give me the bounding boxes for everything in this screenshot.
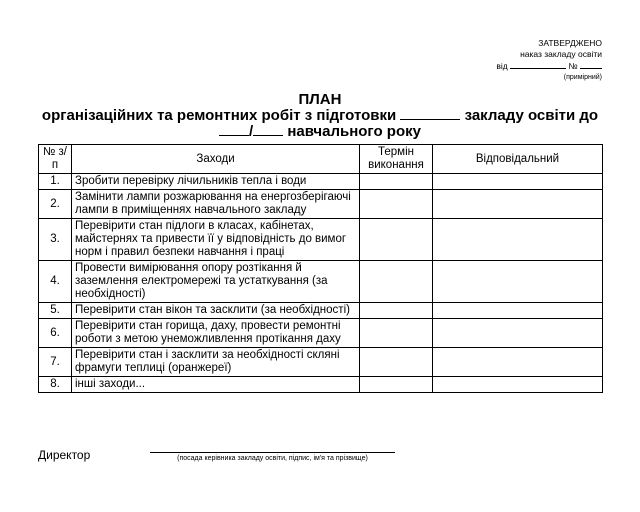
- row-activity: Перевірити стан і засклити за необхідності скляні фрамуги теплиці (оранжереї): [72, 348, 360, 377]
- row-term: [360, 303, 433, 319]
- row-term: [360, 348, 433, 377]
- copy-note: (примірний): [563, 74, 602, 81]
- row-responsible: [433, 319, 603, 348]
- approval-date-line: [496, 60, 602, 72]
- row-activity: Провести вимірювання опору розтікання й заземлення електромережі та устаткування (за необхідності): [72, 261, 360, 303]
- header-num: № з/п: [39, 145, 72, 174]
- table-row: [39, 261, 603, 303]
- row-activity: інші заходи...: [72, 377, 360, 393]
- approval-order: наказ закладу освіти: [520, 49, 602, 59]
- row-responsible: [433, 261, 603, 303]
- table-row: [39, 348, 603, 377]
- number-sign: №: [568, 61, 578, 71]
- row-term: [360, 190, 433, 219]
- row-num: 7.: [39, 348, 72, 377]
- date-blank: [510, 60, 566, 69]
- row-num: 8.: [39, 377, 72, 393]
- header-term: Термін виконання: [360, 145, 433, 174]
- signature-caption: (посада керівника закладу освіти, підпис, ім'я та прізвище): [150, 452, 395, 462]
- institution-blank: [400, 109, 460, 120]
- row-term: [360, 174, 433, 190]
- row-responsible: [433, 174, 603, 190]
- director-label: Директор: [38, 448, 91, 462]
- row-num: 1.: [39, 174, 72, 190]
- row-activity: Перевірити стан горища, даху, провести ремонтні роботи з метою унеможливлення протікання даху: [72, 319, 360, 348]
- year-end-blank: [253, 125, 283, 136]
- row-activity: Замінити лампи розжарювання на енергозберігаючі лампи в приміщеннях навчального закладу: [72, 190, 360, 219]
- approval-block: [496, 38, 602, 83]
- row-responsible: [433, 219, 603, 261]
- table-header-row: [39, 145, 603, 174]
- title-line2: [0, 108, 640, 124]
- row-num: 2.: [39, 190, 72, 219]
- table-row: [39, 174, 603, 190]
- row-num: 5.: [39, 303, 72, 319]
- title-line2-before: організаційних та ремонтних робіт з підготовки: [41, 107, 397, 124]
- row-activity: Зробити перевірку лічильників тепла і води: [72, 174, 360, 190]
- approval-from-label: від: [496, 61, 508, 71]
- row-responsible: [433, 303, 603, 319]
- row-term: [360, 261, 433, 303]
- year-start-blank: [219, 125, 249, 136]
- title-line3: [0, 124, 640, 140]
- table-row: [39, 303, 603, 319]
- row-responsible: [433, 377, 603, 393]
- table-row: [39, 219, 603, 261]
- row-term: [360, 319, 433, 348]
- header-responsible: Відповідальний: [433, 145, 603, 174]
- row-num: 6.: [39, 319, 72, 348]
- row-activity: Перевірити стан вікон та засклити (за необхідності): [72, 303, 360, 319]
- title-plan: ПЛАН: [298, 91, 342, 108]
- header-activity: Заходи: [72, 145, 360, 174]
- document-title: [0, 92, 640, 140]
- title-line3-text: навчального року: [287, 123, 421, 140]
- row-num: 3.: [39, 219, 72, 261]
- row-responsible: [433, 190, 603, 219]
- table-row: [39, 319, 603, 348]
- plan-table: [38, 144, 603, 393]
- table-row: [39, 190, 603, 219]
- row-responsible: [433, 348, 603, 377]
- row-term: [360, 377, 433, 393]
- row-term: [360, 219, 433, 261]
- title-line2-after: закладу освіти до: [464, 107, 599, 124]
- approval-title: ЗАТВЕРДЖЕНО: [538, 38, 602, 48]
- row-activity: Перевірити стан підлоги в класах, кабінетах, майстернях та привести її у відповідність до вимог норм і правил безпеки навчання і праці: [72, 219, 360, 261]
- year-separator: /: [249, 123, 254, 140]
- table-body: [39, 174, 603, 393]
- number-blank: [580, 60, 602, 69]
- row-num: 4.: [39, 261, 72, 303]
- table-row: [39, 377, 603, 393]
